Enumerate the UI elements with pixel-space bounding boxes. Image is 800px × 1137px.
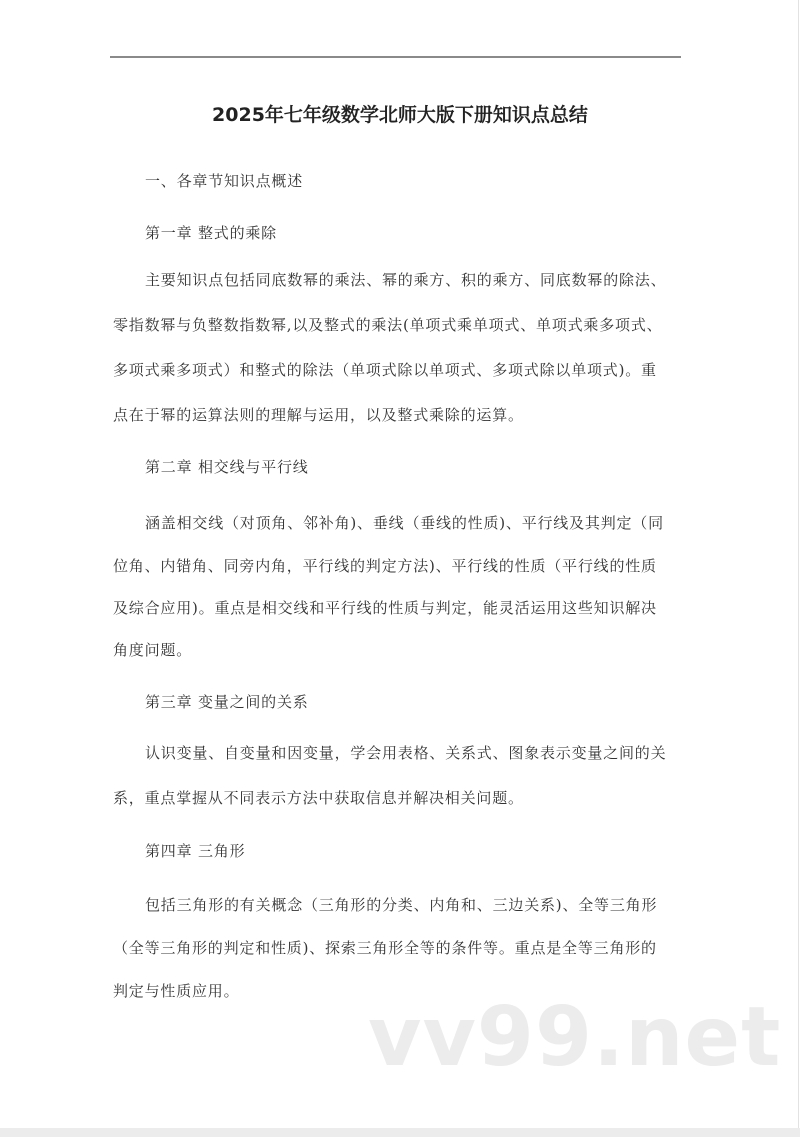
section-heading: 一、各章节知识点概述 — [145, 172, 304, 190]
paragraph-line: 位角、内错角、同旁内角，平行线的判定方法)、平行线的性质（平行线的性质 — [113, 557, 657, 575]
paragraph-line: 包括三角形的有关概念（三角形的分类、内角和、三边关系)、全等三角形 — [145, 896, 658, 914]
chapter-heading: 第二章 相交线与平行线 — [145, 458, 309, 476]
paragraph-line: 点在于幂的运算法则的理解与运用，以及整式乘除的运算。 — [113, 406, 524, 424]
paragraph-line: 系，重点掌握从不同表示方法中获取信息并解决相关问题。 — [113, 789, 524, 807]
paragraph-line: 主要知识点包括同底数幂的乘法、幂的乘方、积的乘方、同底数幂的除法、 — [145, 271, 667, 289]
paragraph-line: 认识变量、自变量和因变量，学会用表格、关系式、图象表示变量之间的关 — [145, 744, 667, 762]
paragraph-line: 涵盖相交线（对顶角、邻补角)、垂线（垂线的性质)、平行线及其判定（同 — [145, 514, 664, 532]
chapter-heading: 第三章 变量之间的关系 — [145, 693, 309, 711]
paragraph-line: 零指数幂与负整数指数幂,以及整式的乘法(单项式乘单项式、单项式乘多项式、 — [113, 316, 663, 334]
paragraph-line: 角度问题。 — [113, 641, 193, 659]
paragraph-line: 及综合应用)。重点是相交线和平行线的性质与判定，能灵活运用这些知识解决 — [113, 599, 657, 617]
chapter-heading: 第四章 三角形 — [145, 842, 246, 860]
paragraph-line: 判定与性质应用。 — [113, 982, 240, 1000]
document-title: 2025年七年级数学北师大版下册知识点总结 — [212, 104, 588, 126]
header-rule — [110, 56, 681, 58]
page-bottom-edge — [0, 1128, 800, 1137]
paragraph-line: （全等三角形的判定和性质)、探索三角形全等的条件等。重点是全等三角形的 — [113, 939, 657, 957]
chapter-heading: 第一章 整式的乘除 — [145, 224, 277, 242]
paragraph-line: 多项式乘多项式）和整式的除法（单项式除以单项式、多项式除以单项式)。重 — [113, 361, 657, 379]
watermark: vv99.net — [368, 990, 782, 1085]
